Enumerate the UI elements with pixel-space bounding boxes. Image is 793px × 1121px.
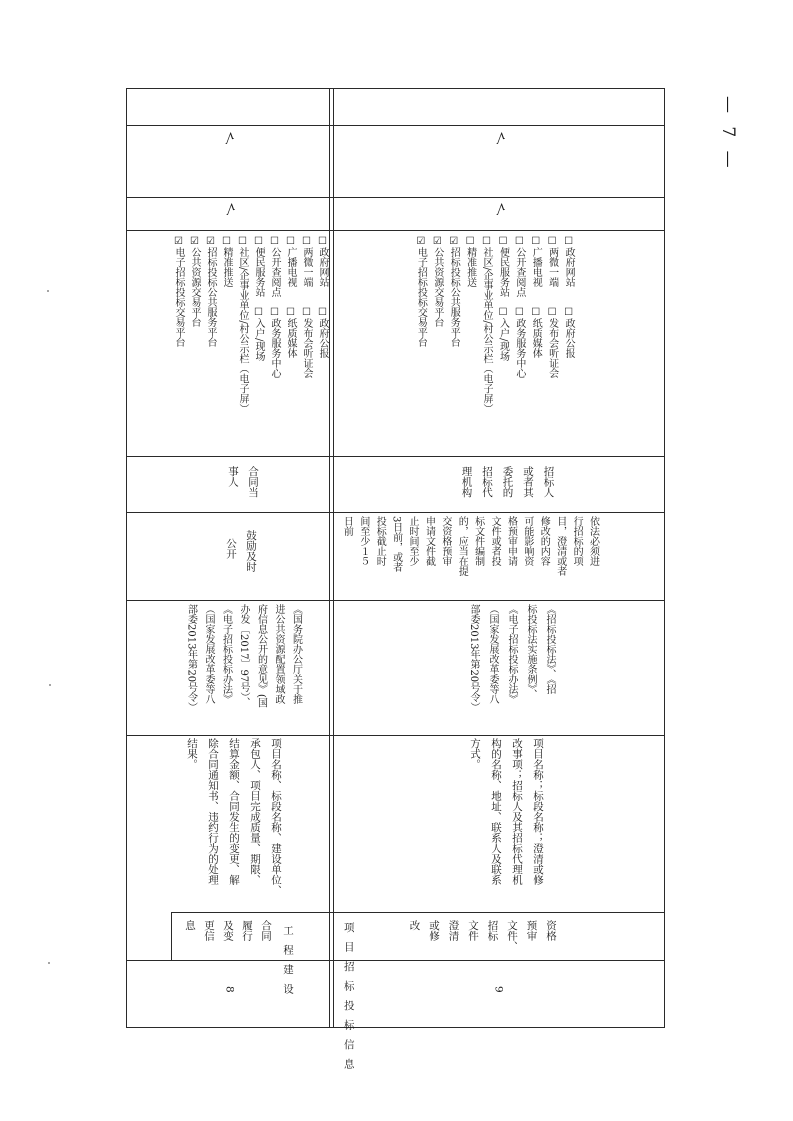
content-line: 项目名称；标段名称；澄清或修 bbox=[532, 738, 544, 885]
category-line: 文件、 bbox=[506, 920, 518, 952]
time-line: 目，澄清或者 bbox=[554, 516, 566, 576]
time-line: 3日前，或者 bbox=[390, 516, 402, 573]
time-line: 申请文件截 bbox=[423, 516, 435, 566]
category-line: 及变 bbox=[222, 920, 234, 941]
content-line: 承包人、项目完成质量、期限、 bbox=[249, 738, 261, 885]
subject-line: 或者其 bbox=[522, 466, 534, 498]
time-line: 标文件编制 bbox=[472, 516, 484, 566]
content-line: 除合同通知书、违约行为的处理 bbox=[207, 738, 219, 885]
scan-speck bbox=[47, 290, 49, 292]
content-line: 项目名称、标段名称、建设单位、 bbox=[270, 738, 282, 896]
channel-line: ☑招标投标公共服务平台 bbox=[205, 236, 216, 347]
channel-line: ☐便民服务站 ☐入户/现场 bbox=[497, 236, 509, 362]
subject-line: 招标代 bbox=[481, 466, 493, 498]
row-index: 9 bbox=[492, 986, 505, 993]
category-line: 或修 bbox=[428, 920, 440, 941]
subject-line: 理机构 bbox=[460, 466, 473, 498]
basis-line: 《国务院办公厅关于推 bbox=[290, 604, 302, 704]
category-line: 文件 bbox=[467, 920, 479, 941]
time-line: 的，应当在提 bbox=[456, 516, 468, 576]
category-line: 合同 bbox=[260, 920, 272, 941]
content-line: 改事项；招标人及其招标代理机 bbox=[511, 738, 523, 885]
check-mark: √ bbox=[496, 199, 506, 216]
check-mark: √ bbox=[226, 199, 236, 216]
time-line: 投标截止时 bbox=[374, 516, 386, 566]
channel-line: ☐公开查阅点 ☐政务服务中心 bbox=[269, 236, 280, 378]
basis-line: 《电子招标投标办法》 bbox=[506, 604, 517, 704]
basis-line: （国家发展改革委等八 bbox=[487, 604, 498, 704]
channel-line: ☐公开查阅点 ☐政务服务中心 bbox=[513, 236, 525, 378]
row-index: 8 bbox=[223, 986, 236, 993]
basis-line: 府信息公开的意见》(国 bbox=[255, 604, 267, 708]
basis-line: （国家发展改革委等八 bbox=[203, 604, 214, 704]
time-line: 文件或者投 bbox=[489, 516, 501, 566]
basis-text bbox=[182, 604, 305, 712]
page-number: — 7 — bbox=[718, 96, 738, 172]
time-line: 依法必须进 bbox=[587, 516, 599, 566]
channel-line: ☐社区/企事业单位/村公示栏（电子屏） bbox=[237, 236, 248, 414]
subject-line: 事人 bbox=[227, 466, 239, 487]
time-line: 行招标的项 bbox=[571, 516, 583, 566]
channel-line: ☐广播电视 ☐纸质媒体 bbox=[530, 236, 542, 358]
content-text bbox=[464, 738, 548, 885]
basis-line: 办发〔2017〕97号）、 bbox=[238, 604, 249, 708]
channel-line: ☐政府网站 ☐政府公报 bbox=[563, 236, 575, 358]
channel-line: ☑电子招标投标交易平台 bbox=[415, 236, 427, 347]
channel-line: ☐精准推送 bbox=[464, 236, 476, 287]
time-line: 可能影响资 bbox=[521, 516, 533, 566]
category-line: 招标 bbox=[486, 920, 499, 941]
channel-line: ☑招标投标公共服务平台 bbox=[448, 236, 460, 347]
category-line: 改 bbox=[408, 920, 421, 931]
basis-line: 进公共资源配置领域政 bbox=[273, 604, 284, 704]
channel-line: ☑电子招标投标交易平台 bbox=[173, 236, 184, 347]
subject-text bbox=[456, 466, 559, 498]
category-line: 更信 bbox=[203, 920, 215, 941]
time-line: 间至少１５ bbox=[357, 516, 369, 566]
time-line: 修改的内容 bbox=[538, 516, 550, 566]
content-line: 方式。 bbox=[469, 738, 481, 770]
subject-line: 委托的 bbox=[501, 466, 514, 498]
time-line: 公开 bbox=[225, 538, 237, 559]
check-mark: √ bbox=[225, 128, 235, 145]
category-line: 履行 bbox=[241, 920, 253, 941]
category-line: 澄清 bbox=[447, 920, 460, 941]
category-text bbox=[180, 920, 275, 941]
basis-line: 部委2013年第20号令） bbox=[468, 604, 479, 713]
channel-line: ☑公共资源交易平台 bbox=[189, 236, 200, 327]
basis-line: 部委2013年第20号令） bbox=[185, 604, 197, 713]
content-line: 结算金额、合同发生的变更、解 bbox=[228, 738, 240, 885]
scan-speck bbox=[48, 962, 50, 964]
channel-line: ☑公共资源交易平台 bbox=[431, 236, 443, 327]
basis-line: 《招标投标法》、《招 bbox=[544, 604, 555, 694]
time-text bbox=[338, 516, 601, 576]
channel-line: ☐两微一端 ☐发布会听证会 bbox=[546, 236, 558, 378]
content-text bbox=[181, 738, 286, 896]
subject-line: 招标人 bbox=[542, 466, 555, 498]
channel-line: ☐精准推送 bbox=[221, 236, 232, 287]
subject-text bbox=[223, 466, 263, 498]
subject-line: 合同当 bbox=[247, 466, 259, 498]
section-label: 工程建设 bbox=[282, 925, 294, 1003]
content-line: 构的名称、地址、联系人及联系 bbox=[490, 738, 502, 885]
check-mark: √ bbox=[496, 128, 506, 145]
basis-line: 《电子招标投标办法》 bbox=[220, 604, 232, 704]
channel-line: ☐广播电视 ☐纸质媒体 bbox=[285, 236, 296, 358]
time-text bbox=[221, 530, 261, 572]
channel-line: ☐便民服务站 ☐入户/现场 bbox=[253, 236, 264, 362]
basis-line: 标投标法实施条例》、 bbox=[525, 604, 536, 699]
time-line: 止时间至少 bbox=[407, 516, 419, 566]
time-line: 日前 bbox=[341, 516, 353, 536]
channel-line: ☐社区/企事业单位/村公示栏（电子屏） bbox=[481, 236, 493, 414]
channel-text bbox=[170, 236, 330, 414]
section-label: 项目招标投标信息 bbox=[342, 922, 355, 1078]
basis-text bbox=[464, 604, 559, 712]
content-line: 结果。 bbox=[186, 738, 198, 770]
category-line: 预审 bbox=[525, 920, 538, 941]
time-line: 交资格预审 bbox=[439, 516, 451, 566]
channel-text bbox=[412, 236, 576, 414]
time-line: 格预审申请 bbox=[505, 516, 517, 566]
category-line: 资格 bbox=[545, 920, 557, 941]
channel-line: ☐两微一端 ☐发布会听证会 bbox=[301, 236, 312, 378]
category-line: 息 bbox=[184, 920, 196, 931]
channel-line: ☐政府网站 ☐政府公报 bbox=[317, 236, 328, 358]
scan-speck bbox=[49, 684, 51, 686]
time-line: 鼓励及时 bbox=[245, 530, 257, 572]
category-text bbox=[404, 920, 560, 952]
